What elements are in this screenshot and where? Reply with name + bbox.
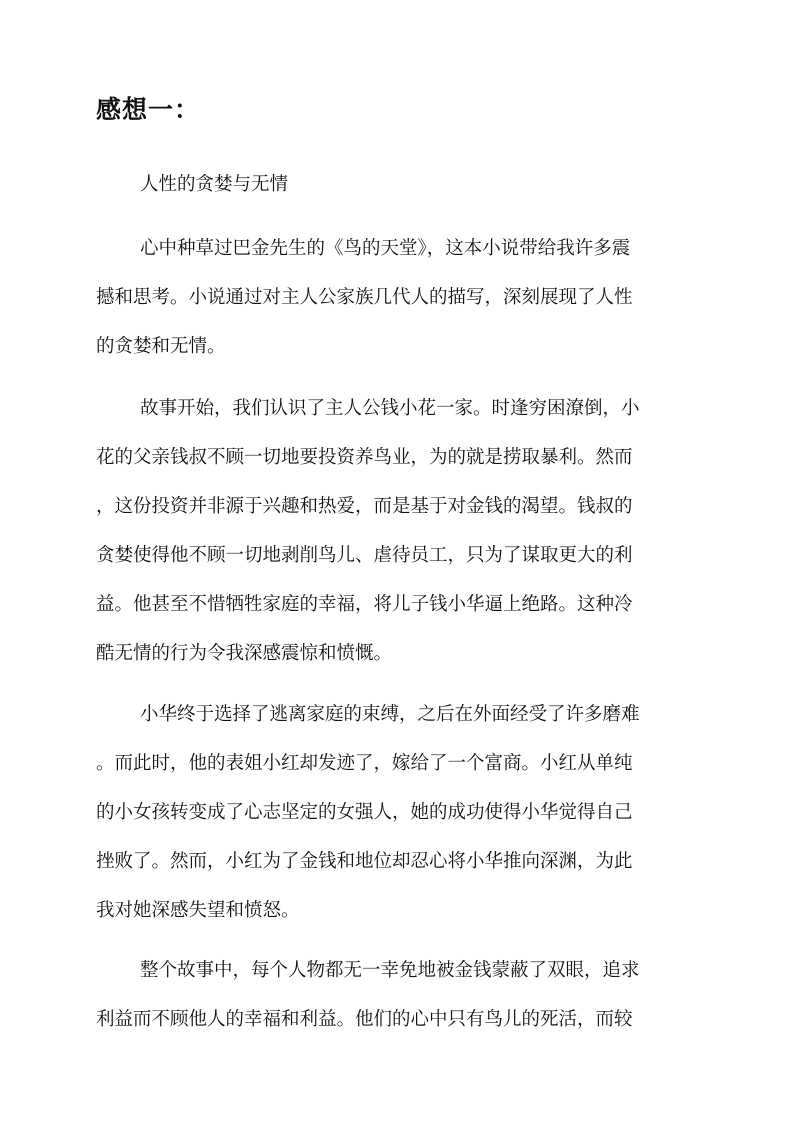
paragraph-line: 小华终于选择了逃离家庭的束缚，之后在外面经受了许多磨难 — [140, 704, 640, 725]
paragraph-line: 故事开始，我们认识了主人公钱小花一家。时逢穷困潦倒，小 — [140, 398, 640, 419]
paragraph-line: 。而此时，他的表姐小红却发迹了，嫁给了一个富商。小红从单纯 — [96, 753, 633, 774]
paragraph-line: 我对她深感失望和愤怒。 — [96, 900, 300, 921]
paragraph-line: 撼和思考。小说通过对主人公家族几代人的描写，深刻展现了人性 — [96, 287, 633, 308]
paragraph-2 — [96, 384, 716, 678]
paragraph-line: 整个故事中，每个人物都无一幸免地被金钱蒙蔽了双眼，追求 — [140, 960, 640, 981]
page-title: 感想一： — [96, 95, 201, 124]
paragraph-line: 的贪婪和无情。 — [96, 336, 226, 357]
paragraph-line: 挫败了。然而，小红为了金钱和地位却忍心将小华推向深渊，为此 — [96, 851, 633, 872]
paragraph-line: 贪婪使得他不顾一切地剥削鸟儿、虐待员工，只为了谋取更大的利 — [96, 545, 633, 566]
paragraph-line: 的小女孩转变成了心志坚定的女强人，她的成功使得小华觉得自己 — [96, 802, 633, 823]
paragraph-line: 酷无情的行为令我深感震惊和愤慨。 — [96, 643, 393, 664]
paragraph-1 — [96, 224, 716, 371]
section-subtitle: 人性的贪婪与无情 — [140, 174, 289, 195]
paragraph-line: 利益而不顾他人的幸福和利益。他们的心中只有鸟儿的死活，而较 — [96, 1009, 633, 1030]
paragraph-line: 花的父亲钱叔不顾一切地要投资养鸟业，为的就是捞取暴利。然而 — [96, 447, 633, 468]
paragraph-line: ，这份投资并非源于兴趣和热爱，而是基于对金钱的渴望。钱叔的 — [96, 496, 633, 517]
paragraph-line: 益。他甚至不惜牺牲家庭的幸福，将儿子钱小华逼上绝路。这种冷 — [96, 594, 633, 615]
paragraph-line: 心中种草过巴金先生的《鸟的天堂》，这本小说带给我许多震 — [140, 238, 631, 259]
paragraph-4 — [96, 946, 716, 1044]
paragraph-3 — [96, 690, 716, 935]
